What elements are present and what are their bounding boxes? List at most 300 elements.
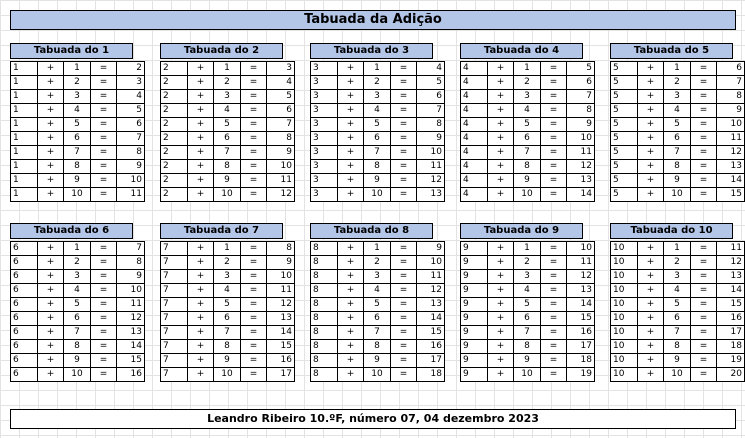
- operand-a-cell[interactable]: 5: [611, 118, 638, 132]
- operand-a-cell[interactable]: 9: [461, 326, 488, 340]
- operand-b-cell[interactable]: 5: [64, 118, 91, 132]
- operand-b-cell[interactable]: 6: [364, 312, 391, 326]
- plus-sign-cell[interactable]: +: [188, 188, 214, 202]
- equals-sign-cell[interactable]: =: [91, 312, 117, 326]
- plus-sign-cell[interactable]: +: [38, 340, 64, 354]
- equals-sign-cell[interactable]: =: [241, 312, 267, 326]
- equals-sign-cell[interactable]: =: [91, 256, 117, 270]
- operand-b-cell[interactable]: 8: [64, 340, 91, 354]
- equals-sign-cell[interactable]: =: [91, 62, 117, 76]
- plus-sign-cell[interactable]: +: [488, 146, 514, 160]
- operand-a-cell[interactable]: 9: [461, 256, 488, 270]
- equals-sign-cell[interactable]: =: [541, 326, 567, 340]
- operand-b-cell[interactable]: 8: [664, 340, 691, 354]
- plus-sign-cell[interactable]: +: [338, 354, 364, 368]
- equals-sign-cell[interactable]: =: [691, 174, 717, 188]
- result-cell[interactable]: 9: [117, 270, 145, 284]
- equals-sign-cell[interactable]: =: [391, 340, 417, 354]
- operand-a-cell[interactable]: 10: [611, 242, 638, 256]
- result-cell[interactable]: 5: [117, 104, 145, 118]
- operand-b-cell[interactable]: 4: [364, 104, 391, 118]
- operand-b-cell[interactable]: 10: [64, 368, 91, 382]
- plus-sign-cell[interactable]: +: [38, 118, 64, 132]
- result-cell[interactable]: 3: [267, 62, 295, 76]
- operand-a-cell[interactable]: 4: [461, 146, 488, 160]
- result-cell[interactable]: 10: [267, 160, 295, 174]
- operand-a-cell[interactable]: 9: [461, 284, 488, 298]
- result-cell[interactable]: 13: [717, 270, 745, 284]
- result-cell[interactable]: 11: [267, 284, 295, 298]
- equals-sign-cell[interactable]: =: [541, 354, 567, 368]
- equals-sign-cell[interactable]: =: [691, 132, 717, 146]
- operand-b-cell[interactable]: 5: [514, 118, 541, 132]
- operand-b-cell[interactable]: 8: [364, 340, 391, 354]
- operand-a-cell[interactable]: 6: [11, 284, 38, 298]
- operand-a-cell[interactable]: 5: [611, 90, 638, 104]
- plus-sign-cell[interactable]: +: [188, 242, 214, 256]
- plus-sign-cell[interactable]: +: [188, 132, 214, 146]
- equals-sign-cell[interactable]: =: [541, 76, 567, 90]
- operand-b-cell[interactable]: 1: [664, 242, 691, 256]
- plus-sign-cell[interactable]: +: [38, 284, 64, 298]
- result-cell[interactable]: 8: [267, 242, 295, 256]
- operand-b-cell[interactable]: 1: [364, 62, 391, 76]
- equals-sign-cell[interactable]: =: [241, 132, 267, 146]
- plus-sign-cell[interactable]: +: [638, 188, 664, 202]
- equals-sign-cell[interactable]: =: [541, 256, 567, 270]
- equals-sign-cell[interactable]: =: [691, 326, 717, 340]
- operand-b-cell[interactable]: 9: [364, 354, 391, 368]
- operand-b-cell[interactable]: 4: [664, 284, 691, 298]
- equals-sign-cell[interactable]: =: [391, 62, 417, 76]
- operand-b-cell[interactable]: 1: [364, 242, 391, 256]
- result-cell[interactable]: 13: [117, 326, 145, 340]
- equals-sign-cell[interactable]: =: [541, 312, 567, 326]
- plus-sign-cell[interactable]: +: [638, 312, 664, 326]
- result-cell[interactable]: 6: [717, 62, 745, 76]
- plus-sign-cell[interactable]: +: [638, 256, 664, 270]
- operand-b-cell[interactable]: 7: [64, 146, 91, 160]
- plus-sign-cell[interactable]: +: [638, 354, 664, 368]
- result-cell[interactable]: 10: [567, 242, 595, 256]
- operand-b-cell[interactable]: 5: [514, 298, 541, 312]
- plus-sign-cell[interactable]: +: [38, 242, 64, 256]
- result-cell[interactable]: 7: [567, 90, 595, 104]
- result-cell[interactable]: 7: [117, 132, 145, 146]
- result-cell[interactable]: 5: [417, 76, 445, 90]
- operand-b-cell[interactable]: 3: [214, 270, 241, 284]
- operand-a-cell[interactable]: 4: [461, 188, 488, 202]
- operand-a-cell[interactable]: 8: [311, 284, 338, 298]
- equals-sign-cell[interactable]: =: [241, 326, 267, 340]
- result-cell[interactable]: 12: [567, 270, 595, 284]
- operand-b-cell[interactable]: 9: [64, 354, 91, 368]
- operand-a-cell[interactable]: 9: [461, 368, 488, 382]
- equals-sign-cell[interactable]: =: [391, 174, 417, 188]
- plus-sign-cell[interactable]: +: [38, 62, 64, 76]
- operand-a-cell[interactable]: 1: [11, 174, 38, 188]
- result-cell[interactable]: 14: [117, 340, 145, 354]
- operand-b-cell[interactable]: 8: [514, 340, 541, 354]
- operand-b-cell[interactable]: 9: [514, 174, 541, 188]
- result-cell[interactable]: 2: [117, 62, 145, 76]
- operand-a-cell[interactable]: 3: [311, 132, 338, 146]
- operand-b-cell[interactable]: 10: [514, 368, 541, 382]
- result-cell[interactable]: 12: [417, 174, 445, 188]
- operand-a-cell[interactable]: 10: [611, 298, 638, 312]
- equals-sign-cell[interactable]: =: [91, 188, 117, 202]
- operand-b-cell[interactable]: 9: [664, 354, 691, 368]
- equals-sign-cell[interactable]: =: [541, 174, 567, 188]
- plus-sign-cell[interactable]: +: [638, 368, 664, 382]
- result-cell[interactable]: 15: [417, 326, 445, 340]
- plus-sign-cell[interactable]: +: [488, 174, 514, 188]
- plus-sign-cell[interactable]: +: [38, 174, 64, 188]
- operand-a-cell[interactable]: 3: [311, 76, 338, 90]
- result-cell[interactable]: 8: [717, 90, 745, 104]
- plus-sign-cell[interactable]: +: [188, 104, 214, 118]
- operand-a-cell[interactable]: 5: [611, 188, 638, 202]
- operand-b-cell[interactable]: 4: [514, 104, 541, 118]
- operand-b-cell[interactable]: 9: [664, 174, 691, 188]
- plus-sign-cell[interactable]: +: [488, 62, 514, 76]
- operand-b-cell[interactable]: 6: [514, 132, 541, 146]
- operand-a-cell[interactable]: 4: [461, 174, 488, 188]
- operand-a-cell[interactable]: 8: [311, 270, 338, 284]
- result-cell[interactable]: 9: [267, 146, 295, 160]
- result-cell[interactable]: 11: [267, 174, 295, 188]
- operand-b-cell[interactable]: 9: [214, 174, 241, 188]
- operand-a-cell[interactable]: 4: [461, 104, 488, 118]
- operand-b-cell[interactable]: 4: [664, 104, 691, 118]
- plus-sign-cell[interactable]: +: [188, 146, 214, 160]
- plus-sign-cell[interactable]: +: [38, 188, 64, 202]
- plus-sign-cell[interactable]: +: [638, 242, 664, 256]
- plus-sign-cell[interactable]: +: [338, 174, 364, 188]
- operand-b-cell[interactable]: 6: [214, 312, 241, 326]
- operand-a-cell[interactable]: 5: [611, 174, 638, 188]
- result-cell[interactable]: 4: [417, 62, 445, 76]
- operand-a-cell[interactable]: 5: [611, 160, 638, 174]
- plus-sign-cell[interactable]: +: [188, 270, 214, 284]
- equals-sign-cell[interactable]: =: [391, 188, 417, 202]
- plus-sign-cell[interactable]: +: [338, 340, 364, 354]
- operand-a-cell[interactable]: 7: [161, 340, 188, 354]
- operand-a-cell[interactable]: 6: [11, 256, 38, 270]
- plus-sign-cell[interactable]: +: [488, 256, 514, 270]
- operand-b-cell[interactable]: 6: [64, 132, 91, 146]
- equals-sign-cell[interactable]: =: [541, 270, 567, 284]
- operand-a-cell[interactable]: 1: [11, 62, 38, 76]
- operand-a-cell[interactable]: 1: [11, 146, 38, 160]
- equals-sign-cell[interactable]: =: [391, 242, 417, 256]
- equals-sign-cell[interactable]: =: [541, 118, 567, 132]
- equals-sign-cell[interactable]: =: [541, 298, 567, 312]
- plus-sign-cell[interactable]: +: [38, 270, 64, 284]
- equals-sign-cell[interactable]: =: [241, 118, 267, 132]
- result-cell[interactable]: 18: [567, 354, 595, 368]
- operand-b-cell[interactable]: 6: [664, 132, 691, 146]
- operand-a-cell[interactable]: 10: [611, 368, 638, 382]
- result-cell[interactable]: 9: [567, 118, 595, 132]
- equals-sign-cell[interactable]: =: [91, 298, 117, 312]
- equals-sign-cell[interactable]: =: [541, 340, 567, 354]
- equals-sign-cell[interactable]: =: [691, 340, 717, 354]
- equals-sign-cell[interactable]: =: [391, 118, 417, 132]
- operand-b-cell[interactable]: 9: [64, 174, 91, 188]
- plus-sign-cell[interactable]: +: [338, 132, 364, 146]
- operand-a-cell[interactable]: 2: [161, 118, 188, 132]
- operand-b-cell[interactable]: 2: [214, 76, 241, 90]
- result-cell[interactable]: 9: [117, 160, 145, 174]
- operand-a-cell[interactable]: 6: [11, 326, 38, 340]
- equals-sign-cell[interactable]: =: [691, 76, 717, 90]
- operand-a-cell[interactable]: 9: [461, 242, 488, 256]
- operand-b-cell[interactable]: 3: [364, 90, 391, 104]
- result-cell[interactable]: 10: [417, 256, 445, 270]
- operand-a-cell[interactable]: 3: [311, 118, 338, 132]
- result-cell[interactable]: 16: [117, 368, 145, 382]
- operand-b-cell[interactable]: 4: [64, 104, 91, 118]
- operand-b-cell[interactable]: 4: [214, 284, 241, 298]
- result-cell[interactable]: 15: [567, 312, 595, 326]
- equals-sign-cell[interactable]: =: [541, 132, 567, 146]
- result-cell[interactable]: 12: [267, 298, 295, 312]
- equals-sign-cell[interactable]: =: [91, 242, 117, 256]
- operand-b-cell[interactable]: 3: [514, 270, 541, 284]
- operand-b-cell[interactable]: 3: [364, 270, 391, 284]
- operand-b-cell[interactable]: 8: [664, 160, 691, 174]
- result-cell[interactable]: 11: [417, 160, 445, 174]
- operand-b-cell[interactable]: 4: [364, 284, 391, 298]
- operand-b-cell[interactable]: 3: [514, 90, 541, 104]
- operand-b-cell[interactable]: 10: [364, 188, 391, 202]
- operand-a-cell[interactable]: 5: [611, 132, 638, 146]
- operand-b-cell[interactable]: 5: [664, 298, 691, 312]
- plus-sign-cell[interactable]: +: [338, 188, 364, 202]
- operand-b-cell[interactable]: 2: [514, 256, 541, 270]
- equals-sign-cell[interactable]: =: [91, 160, 117, 174]
- plus-sign-cell[interactable]: +: [488, 118, 514, 132]
- result-cell[interactable]: 19: [717, 354, 745, 368]
- result-cell[interactable]: 6: [417, 90, 445, 104]
- operand-a-cell[interactable]: 4: [461, 160, 488, 174]
- operand-b-cell[interactable]: 5: [214, 298, 241, 312]
- plus-sign-cell[interactable]: +: [488, 76, 514, 90]
- result-cell[interactable]: 14: [417, 312, 445, 326]
- equals-sign-cell[interactable]: =: [391, 368, 417, 382]
- equals-sign-cell[interactable]: =: [541, 160, 567, 174]
- operand-a-cell[interactable]: 4: [461, 76, 488, 90]
- operand-b-cell[interactable]: 2: [64, 256, 91, 270]
- operand-b-cell[interactable]: 8: [214, 160, 241, 174]
- operand-b-cell[interactable]: 9: [214, 354, 241, 368]
- result-cell[interactable]: 7: [717, 76, 745, 90]
- operand-a-cell[interactable]: 7: [161, 270, 188, 284]
- plus-sign-cell[interactable]: +: [188, 368, 214, 382]
- equals-sign-cell[interactable]: =: [691, 242, 717, 256]
- plus-sign-cell[interactable]: +: [338, 76, 364, 90]
- result-cell[interactable]: 17: [567, 340, 595, 354]
- operand-a-cell[interactable]: 2: [161, 76, 188, 90]
- operand-b-cell[interactable]: 8: [364, 160, 391, 174]
- operand-b-cell[interactable]: 1: [64, 62, 91, 76]
- result-cell[interactable]: 11: [717, 132, 745, 146]
- operand-a-cell[interactable]: 5: [611, 104, 638, 118]
- operand-b-cell[interactable]: 4: [214, 104, 241, 118]
- equals-sign-cell[interactable]: =: [91, 270, 117, 284]
- result-cell[interactable]: 4: [117, 90, 145, 104]
- result-cell[interactable]: 8: [267, 132, 295, 146]
- operand-b-cell[interactable]: 8: [514, 160, 541, 174]
- operand-b-cell[interactable]: 2: [364, 76, 391, 90]
- result-cell[interactable]: 6: [567, 76, 595, 90]
- plus-sign-cell[interactable]: +: [188, 284, 214, 298]
- operand-b-cell[interactable]: 1: [64, 242, 91, 256]
- result-cell[interactable]: 13: [267, 312, 295, 326]
- equals-sign-cell[interactable]: =: [391, 132, 417, 146]
- plus-sign-cell[interactable]: +: [38, 76, 64, 90]
- plus-sign-cell[interactable]: +: [188, 90, 214, 104]
- operand-a-cell[interactable]: 2: [161, 188, 188, 202]
- result-cell[interactable]: 8: [117, 256, 145, 270]
- equals-sign-cell[interactable]: =: [691, 368, 717, 382]
- operand-b-cell[interactable]: 2: [514, 76, 541, 90]
- operand-a-cell[interactable]: 7: [161, 326, 188, 340]
- operand-b-cell[interactable]: 1: [214, 62, 241, 76]
- operand-a-cell[interactable]: 1: [11, 118, 38, 132]
- result-cell[interactable]: 13: [417, 188, 445, 202]
- equals-sign-cell[interactable]: =: [391, 298, 417, 312]
- result-cell[interactable]: 9: [417, 132, 445, 146]
- operand-b-cell[interactable]: 1: [514, 62, 541, 76]
- result-cell[interactable]: 12: [717, 256, 745, 270]
- operand-b-cell[interactable]: 7: [514, 146, 541, 160]
- equals-sign-cell[interactable]: =: [541, 188, 567, 202]
- operand-a-cell[interactable]: 2: [161, 62, 188, 76]
- plus-sign-cell[interactable]: +: [188, 160, 214, 174]
- result-cell[interactable]: 17: [267, 368, 295, 382]
- operand-a-cell[interactable]: 1: [11, 188, 38, 202]
- equals-sign-cell[interactable]: =: [91, 174, 117, 188]
- result-cell[interactable]: 13: [567, 284, 595, 298]
- equals-sign-cell[interactable]: =: [391, 90, 417, 104]
- operand-a-cell[interactable]: 7: [161, 242, 188, 256]
- operand-b-cell[interactable]: 10: [364, 368, 391, 382]
- plus-sign-cell[interactable]: +: [488, 368, 514, 382]
- plus-sign-cell[interactable]: +: [488, 132, 514, 146]
- operand-b-cell[interactable]: 1: [214, 242, 241, 256]
- operand-a-cell[interactable]: 3: [311, 146, 338, 160]
- result-cell[interactable]: 11: [117, 298, 145, 312]
- operand-b-cell[interactable]: 10: [664, 188, 691, 202]
- operand-a-cell[interactable]: 8: [311, 326, 338, 340]
- operand-a-cell[interactable]: 6: [11, 368, 38, 382]
- equals-sign-cell[interactable]: =: [541, 90, 567, 104]
- operand-b-cell[interactable]: 8: [64, 160, 91, 174]
- equals-sign-cell[interactable]: =: [541, 242, 567, 256]
- result-cell[interactable]: 11: [717, 242, 745, 256]
- equals-sign-cell[interactable]: =: [241, 354, 267, 368]
- plus-sign-cell[interactable]: +: [638, 62, 664, 76]
- equals-sign-cell[interactable]: =: [691, 256, 717, 270]
- operand-a-cell[interactable]: 8: [311, 298, 338, 312]
- plus-sign-cell[interactable]: +: [188, 312, 214, 326]
- equals-sign-cell[interactable]: =: [541, 284, 567, 298]
- result-cell[interactable]: 11: [567, 146, 595, 160]
- operand-a-cell[interactable]: 5: [611, 76, 638, 90]
- operand-a-cell[interactable]: 9: [461, 354, 488, 368]
- plus-sign-cell[interactable]: +: [488, 160, 514, 174]
- equals-sign-cell[interactable]: =: [241, 188, 267, 202]
- operand-b-cell[interactable]: 2: [364, 256, 391, 270]
- result-cell[interactable]: 8: [567, 104, 595, 118]
- plus-sign-cell[interactable]: +: [638, 90, 664, 104]
- operand-a-cell[interactable]: 7: [161, 368, 188, 382]
- plus-sign-cell[interactable]: +: [638, 132, 664, 146]
- plus-sign-cell[interactable]: +: [638, 160, 664, 174]
- operand-a-cell[interactable]: 10: [611, 340, 638, 354]
- equals-sign-cell[interactable]: =: [391, 354, 417, 368]
- plus-sign-cell[interactable]: +: [638, 326, 664, 340]
- operand-b-cell[interactable]: 6: [64, 312, 91, 326]
- operand-a-cell[interactable]: 2: [161, 146, 188, 160]
- operand-b-cell[interactable]: 7: [664, 326, 691, 340]
- operand-a-cell[interactable]: 1: [11, 104, 38, 118]
- plus-sign-cell[interactable]: +: [638, 284, 664, 298]
- result-cell[interactable]: 14: [567, 298, 595, 312]
- operand-a-cell[interactable]: 8: [311, 354, 338, 368]
- result-cell[interactable]: 9: [717, 104, 745, 118]
- operand-a-cell[interactable]: 5: [611, 146, 638, 160]
- result-cell[interactable]: 12: [267, 188, 295, 202]
- operand-a-cell[interactable]: 7: [161, 312, 188, 326]
- plus-sign-cell[interactable]: +: [638, 270, 664, 284]
- operand-b-cell[interactable]: 2: [64, 76, 91, 90]
- equals-sign-cell[interactable]: =: [541, 368, 567, 382]
- operand-a-cell[interactable]: 4: [461, 132, 488, 146]
- plus-sign-cell[interactable]: +: [638, 118, 664, 132]
- result-cell[interactable]: 14: [717, 174, 745, 188]
- plus-sign-cell[interactable]: +: [638, 298, 664, 312]
- operand-b-cell[interactable]: 1: [514, 242, 541, 256]
- operand-a-cell[interactable]: 6: [11, 242, 38, 256]
- plus-sign-cell[interactable]: +: [338, 256, 364, 270]
- plus-sign-cell[interactable]: +: [188, 76, 214, 90]
- plus-sign-cell[interactable]: +: [188, 62, 214, 76]
- operand-a-cell[interactable]: 9: [461, 270, 488, 284]
- plus-sign-cell[interactable]: +: [488, 326, 514, 340]
- equals-sign-cell[interactable]: =: [241, 256, 267, 270]
- equals-sign-cell[interactable]: =: [91, 76, 117, 90]
- result-cell[interactable]: 3: [117, 76, 145, 90]
- equals-sign-cell[interactable]: =: [241, 340, 267, 354]
- operand-a-cell[interactable]: 10: [611, 312, 638, 326]
- operand-a-cell[interactable]: 8: [311, 256, 338, 270]
- plus-sign-cell[interactable]: +: [338, 284, 364, 298]
- result-cell[interactable]: 16: [567, 326, 595, 340]
- equals-sign-cell[interactable]: =: [241, 368, 267, 382]
- operand-a-cell[interactable]: 3: [311, 62, 338, 76]
- operand-a-cell[interactable]: 8: [311, 312, 338, 326]
- plus-sign-cell[interactable]: +: [188, 354, 214, 368]
- plus-sign-cell[interactable]: +: [488, 104, 514, 118]
- operand-b-cell[interactable]: 6: [364, 132, 391, 146]
- equals-sign-cell[interactable]: =: [691, 312, 717, 326]
- operand-a-cell[interactable]: 6: [11, 270, 38, 284]
- operand-b-cell[interactable]: 1: [664, 62, 691, 76]
- operand-a-cell[interactable]: 3: [311, 90, 338, 104]
